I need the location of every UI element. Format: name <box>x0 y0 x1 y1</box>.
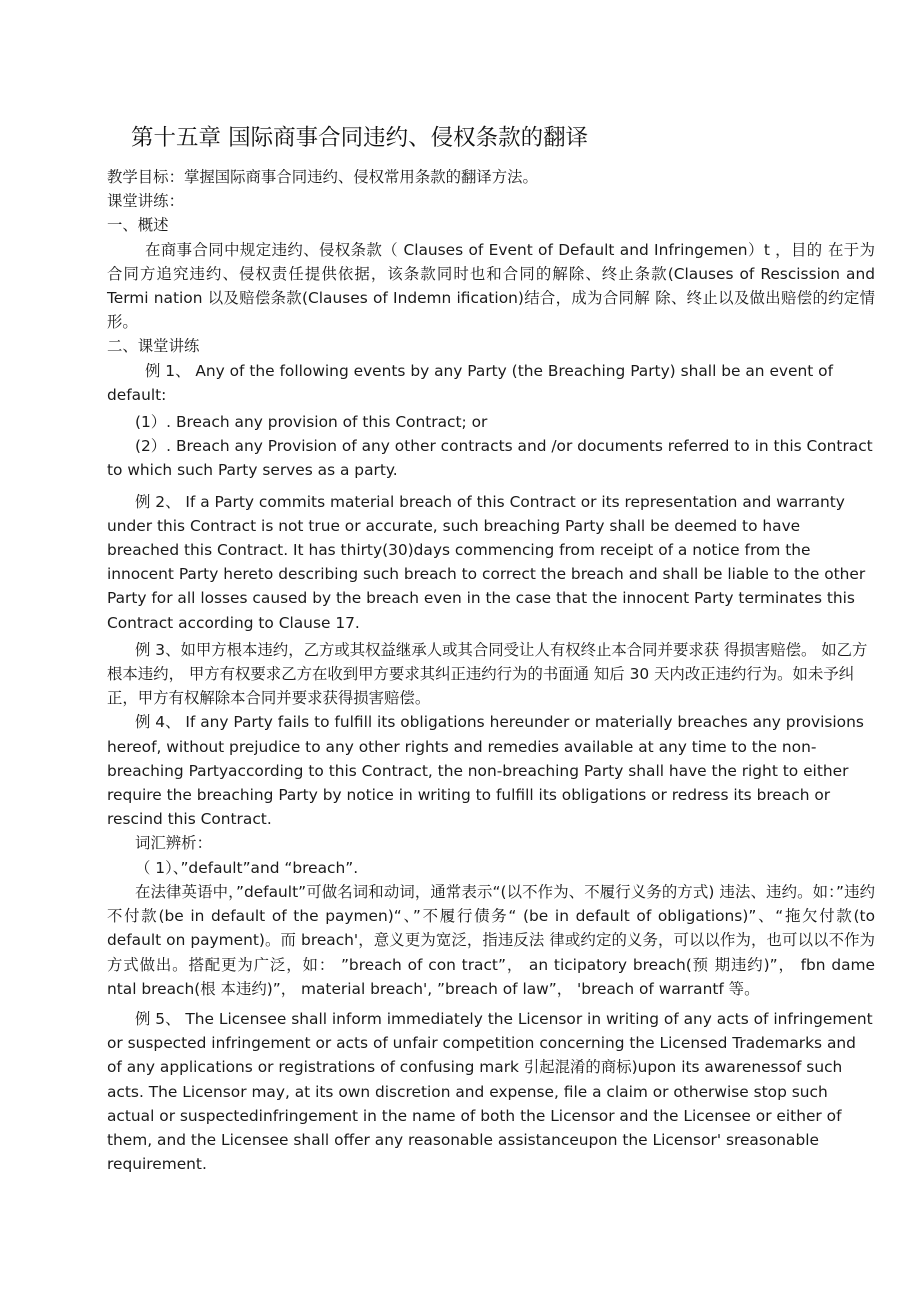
example-1: 例 1、 Any of the following events by any Party (the Breaching Party) shall be an event of default: <box>107 361 834 404</box>
vocabulary-paragraph: 在法律英语中，”default”可做名词和动词，通常表示“(以不作为、不履行义务的方式) 违法、违约。如：”违约不付款(be in default of the paymen)“、”不履行债务“ (be in default of obligations)”、“拖欠付款(to default on payment)。而 breach'，意义更为宽泛，指违反法 律或约定的义务，可以以作为，也可以以不作为方式做出。搭配更为广泛，如： ”breach of con tract”， an ticipatory breach(预 期违约)”， fbn dame ntal breach(根 本违约)”， material breach', ”breach of law”， 'breach of warrantf 等。 <box>107 882 875 998</box>
vocabulary-item-1: （ 1）、”default”and “breach”. <box>135 858 359 877</box>
example-3: 例 3、如甲方根本违约，乙方或其权益继承人或其合同受让人有权终止本合同并要求获 得损害赔偿。 如乙方根本违约， 甲方有权要求乙方在收到甲方要求其纠正违约行为的书面通 知后 30 天内改正违约行为。如未予纠正，甲方有权解除本合同并要求获得损害赔偿。 <box>107 640 868 708</box>
example-1-item-2: (2）. Breach any Provision of any other contracts and /or documents referred to in this Contract to which such Party serves as a party. <box>107 437 873 480</box>
section-heading-overview: 一、概述 <box>107 216 169 235</box>
example-4: 例 4、 If any Party fails to fulfill its obligations hereunder or materially breaches any provisions hereof, without prejudice to any other rights and remedies available at any time to the non-breaching Partyaccording to this Contract, the non-breaching Party shall have the right to either require the breaching Party by notice in writing to fulfill its obligations or redress its breach or rescind this Contract. <box>107 713 864 829</box>
vocabulary-label: 词汇辨析： <box>135 834 212 853</box>
example-2: 例 2、 If a Party commits material breach of this Contract or its representation and warranty under this Contract is not true or accurate, such breaching Party shall be deemed to have breached this Contract. It has thirty(30)days commencing from receipt of a notice from the innocent Party hereto describing such breach to correct the breach and shall be liable to the other Party for all losses caused by the breach even in the case that the innocent Party terminates this Contract according to Clause 17. <box>107 492 866 632</box>
document-page <box>107 118 875 1176</box>
overview-paragraph: 在商事合同中规定违约、侵权条款（ Clauses of Event of Default and Infringemen）t ，目的 在于为合同方追究违约、侵权责任提供依据，该条款同时也和合同的解除、终止条款(Clauses of Rescission and Termi nation 以及赔偿条款(Clauses of Indemn ification)结合，成为合同解 除、终止以及做出赔偿的约定情形。 <box>107 240 875 332</box>
teaching-objective: 教学目标：掌握国际商事合同违约、侵权常用条款的翻译方法。 <box>107 168 538 186</box>
section-heading-practice: 二、课堂讲练 <box>107 337 200 356</box>
example-5: 例 5、 The Licensee shall inform immediately the Licensor in writing of any acts of infringement or suspected infringement or acts of unfair competition concerning the Licensed Trademarks and of any applications or registrations of confusing mark 引起混淆的商标)upon its awarenessof such acts. The Licensor may, at its own discretion and expense, file a claim or otherwise stop such actual or suspectedinfringement in the name of both the Licensor and the Licensee or either of them, and the Licensee shall offer any reasonable assistanceupon the Licensor' sreasonable requirement. <box>107 1009 873 1174</box>
example-1-item-1: (1）. Breach any provision of this Contract; or <box>135 413 488 432</box>
chapter-title: 第十五章 国际商事合同违约、侵权条款的翻译 <box>131 125 589 151</box>
class-practice-label: 课堂讲练： <box>107 192 184 211</box>
